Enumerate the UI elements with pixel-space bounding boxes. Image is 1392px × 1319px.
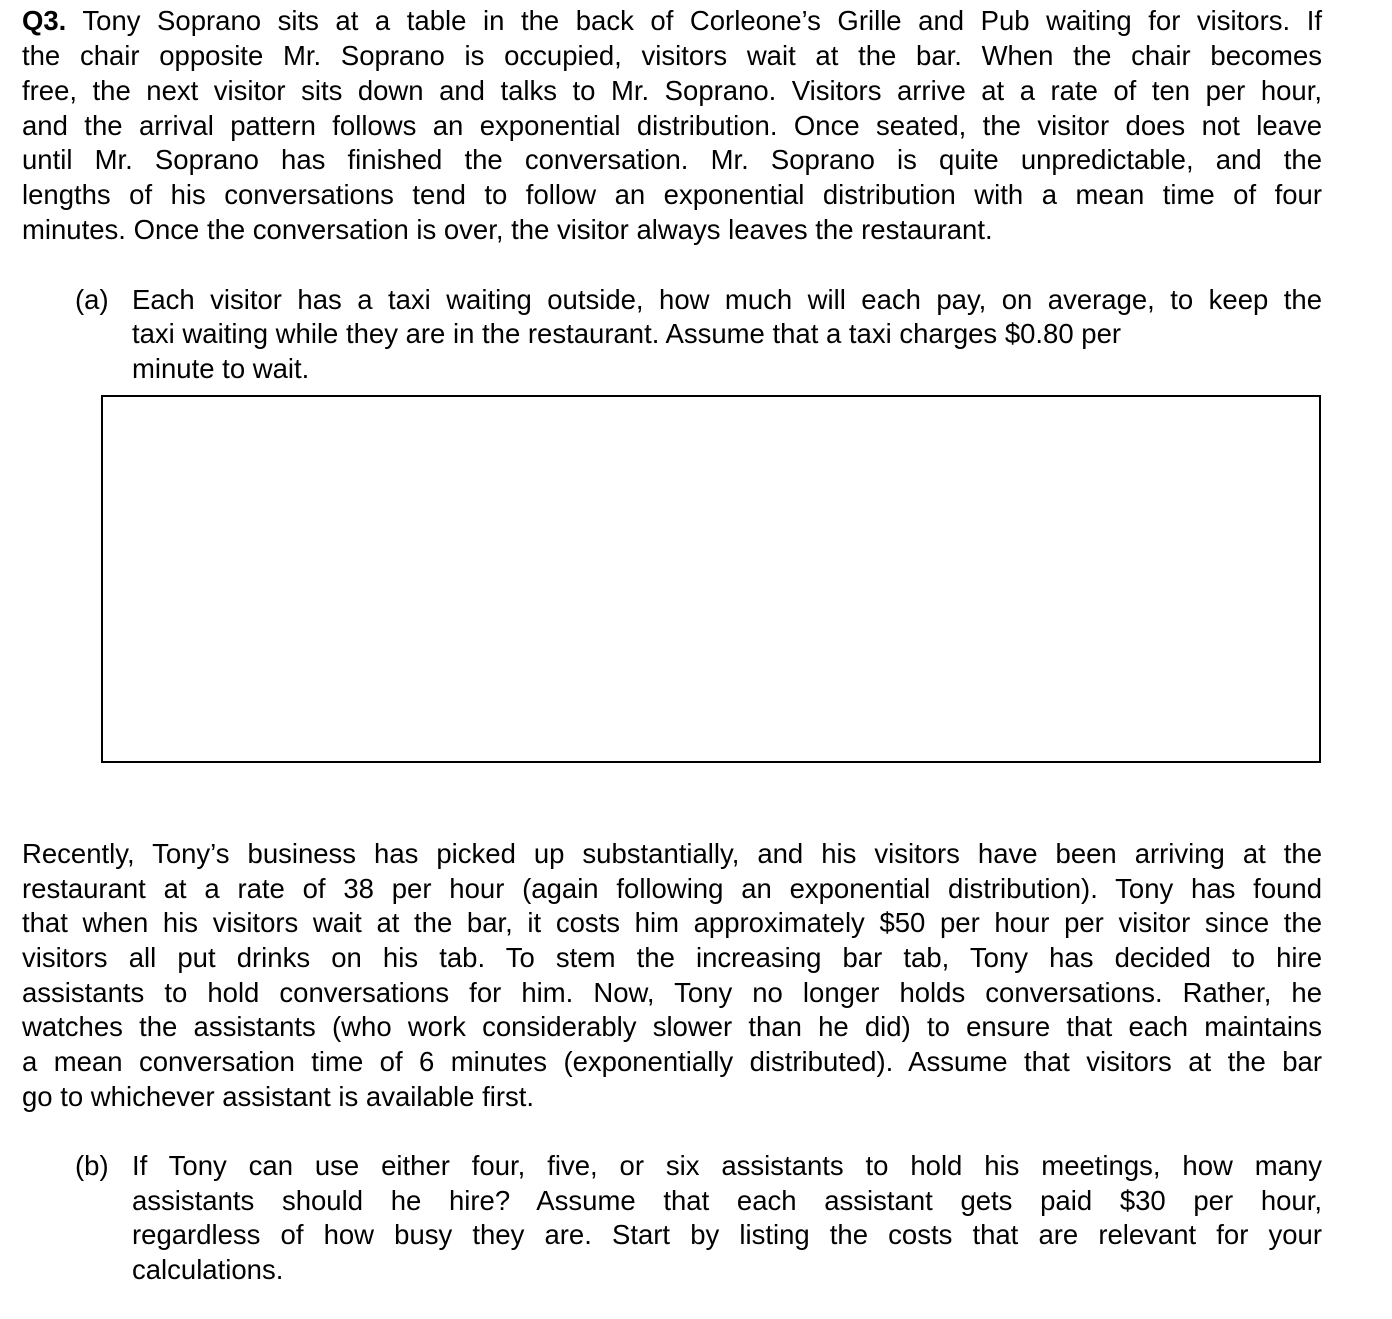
part-b-line-2: assistants should he hire? Assume that each assistant gets paid $30 per hour, (132, 1185, 1322, 1216)
middle-line-3: that when his visitors wait at the bar, it costs him approximately $50 per hour per visitor since the (22, 907, 1322, 938)
part-b-label: (b) (75, 1150, 109, 1181)
part-a-line-3: minute to wait. (132, 353, 310, 384)
middle-line-5: assistants to hold conversations for him. Now, Tony no longer holds conversations. Rather, he (22, 977, 1322, 1008)
intro-line-4: and the arrival pattern follows an exponential distribution. Once seated, the visitor does not leave (22, 110, 1322, 141)
part-b-line-3: regardless of how busy they are. Start by listing the costs that are relevant for your (132, 1219, 1322, 1250)
question-label: Q3. (22, 5, 67, 36)
intro-line-2: the chair opposite Mr. Soprano is occupied, visitors wait at the bar. When the chair becomes (22, 40, 1322, 71)
part-b-line-1: If Tony can use either four, five, or six assistants to hold his meetings, how many (132, 1150, 1322, 1181)
middle-line-4: visitors all put drinks on his tab. To stem the increasing bar tab, Tony has decided to hire (22, 942, 1322, 973)
part-a-line-2: taxi waiting while they are in the restaurant. Assume that a taxi charges $0.80 per (132, 318, 1122, 349)
middle-line-2: restaurant at a rate of 38 per hour (again following an exponential distribution). Tony has found (22, 873, 1322, 904)
middle-line-7: a mean conversation time of 6 minutes (exponentially distributed). Assume that visitors at the bar (22, 1046, 1322, 1077)
intro-line-1: Q3. Tony Soprano sits at a table in the back of Corleone’s Grille and Pub waiting for visitors. If (22, 5, 1322, 36)
part-a-answer-box[interactable] (101, 395, 1321, 763)
intro-line-7: minutes. Once the conversation is over, the visitor always leaves the restaurant. (22, 214, 993, 245)
part-a-label: (a) (75, 284, 109, 315)
part-a-line-1: Each visitor has a taxi waiting outside, how much will each pay, on average, to keep the (132, 284, 1322, 315)
intro-line-3: free, the next visitor sits down and talks to Mr. Soprano. Visitors arrive at a rate of ten per hour, (22, 75, 1322, 106)
part-b-line-4: calculations. (132, 1254, 284, 1285)
middle-line-8: go to whichever assistant is available first. (22, 1081, 535, 1112)
middle-line-1: Recently, Tony’s business has picked up substantially, and his visitors have been arriving at the (22, 838, 1322, 869)
intro-line-5: until Mr. Soprano has finished the conversation. Mr. Soprano is quite unpredictable, and the (22, 144, 1322, 175)
intro-line-6: lengths of his conversations tend to follow an exponential distribution with a mean time of four (22, 179, 1322, 210)
middle-line-6: watches the assistants (who work considerably slower than he did) to ensure that each maintains (22, 1011, 1322, 1042)
